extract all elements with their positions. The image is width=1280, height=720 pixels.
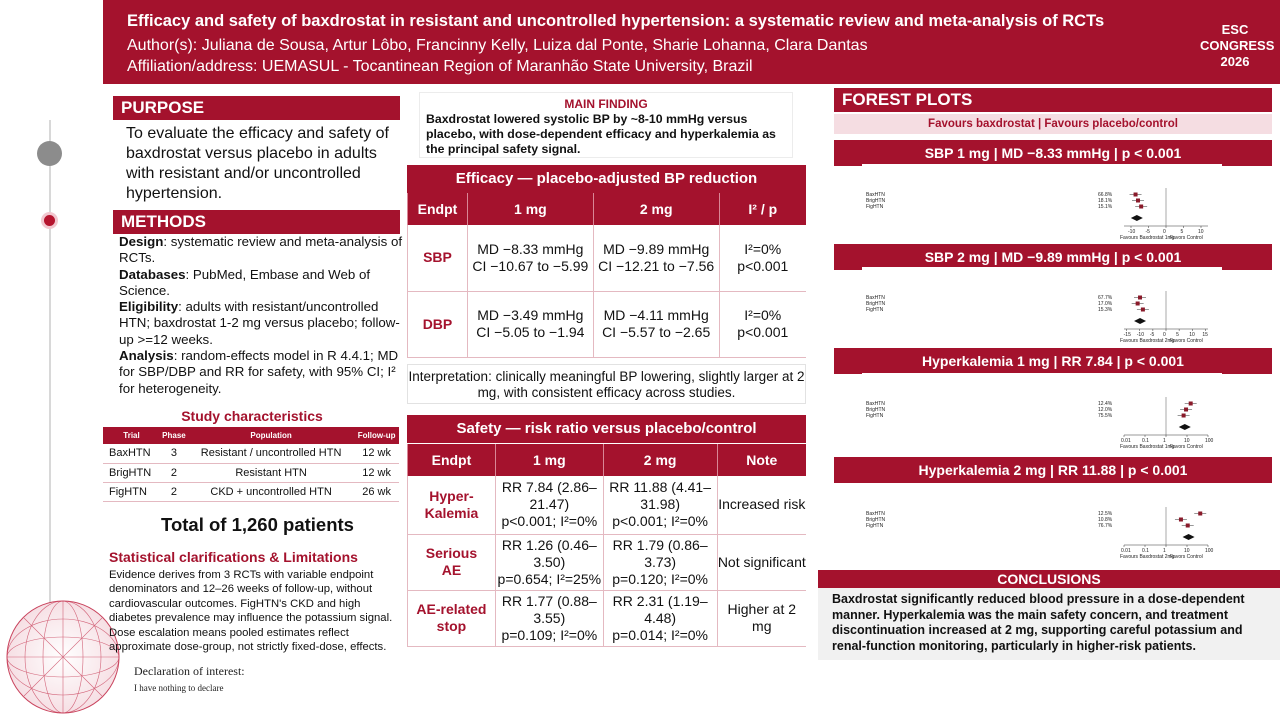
col-header-note: Note	[717, 444, 806, 476]
estimate-marker	[1179, 518, 1183, 522]
globe-decoration-icon	[4, 598, 122, 716]
conclusions-text: Baxdrostat significantly reduced blood pressure in a dose-dependent manner. Hyperkalemia was the main safety concern, and treatment discontinuation increased at 2 mg, supporting careful potassium and renal-function monitoring, particularly in higher-risk patients.	[832, 592, 1245, 653]
x-tick-label: 10	[1189, 332, 1195, 338]
note-cell: Not significant	[717, 534, 806, 590]
pooled-diamond	[1179, 424, 1191, 430]
estimate-marker	[1136, 302, 1140, 306]
table-row	[103, 482, 399, 501]
dose-2mg-cell	[603, 590, 717, 646]
study-label: BaxHTN	[866, 295, 885, 301]
eligibility-text: : adults with resistant/uncontrolled HTN; baxdrostat 1-2 mg versus placebo; follow-up >=12 weeks.	[119, 299, 400, 347]
pooled-diamond	[1134, 318, 1146, 324]
weight-label: 75.5%	[1098, 413, 1113, 419]
dose-2mg-cell	[593, 291, 719, 357]
eligibility-label: Eligibility	[119, 299, 179, 315]
rr-value: RR 2.31 (1.19–	[612, 592, 708, 609]
table-header-row	[408, 444, 807, 476]
timeline-dot-gray	[37, 141, 62, 166]
followup-cell: 12 wk	[354, 463, 399, 482]
estimate-marker	[1182, 414, 1186, 418]
p-i2-value: p=0.120; I²=0%	[612, 570, 709, 587]
table-header-row	[408, 193, 807, 225]
dose-2mg-cell	[603, 534, 717, 590]
declaration-block	[134, 664, 245, 693]
endpoint-line: Kalemia	[424, 504, 479, 521]
databases-label: Databases	[119, 266, 186, 282]
favours-left-label: Favours Baxdrostat 1mg	[1120, 235, 1175, 240]
note-cell: Increased risk	[717, 476, 806, 534]
purpose-heading: PURPOSE	[113, 96, 400, 120]
study-label: BaxHTN	[866, 401, 885, 407]
timeline-dot-red	[41, 212, 58, 229]
col-header-i2p	[719, 193, 806, 225]
favours-right-label: Favors Control	[1170, 444, 1203, 449]
col-header-trial: Trial	[103, 427, 160, 444]
trial-cell: FigHTN	[103, 482, 160, 501]
favours-left-label: Favours Baxdrostat 2mg	[1120, 338, 1175, 343]
study-label: FigHTN	[866, 307, 884, 313]
methods-text	[119, 234, 403, 397]
limitations-text: Evidence derives from 3 RCTs with variable endpoint denominators and 12–26 weeks of follow-up, without cardiovascular outcomes. FigHTN's CKD and high diabetes prevalence may influence the potassium signal. Dose escalation means pooled estimates reflect approximate dose-group, not strictly fixed-dose, effects.	[109, 569, 393, 654]
col-header-1mg: 1 mg	[467, 193, 593, 225]
col-header-followup: Follow-up	[354, 427, 399, 444]
heterogeneity-cell	[719, 291, 806, 357]
trial-cell: BrigHTN	[103, 463, 160, 482]
p-i2-value: p=0.014; I²=0%	[612, 626, 709, 643]
table-row	[408, 590, 807, 646]
ci-value: CI −5.57 to −2.65	[602, 324, 711, 340]
p-i2-value: p=0.109; I²=0%	[501, 626, 598, 643]
md-value: MD −3.49 mmHg	[477, 307, 584, 323]
pooled-diamond	[1183, 534, 1195, 540]
ci-value: CI −10.67 to −5.99	[472, 257, 589, 274]
col-header-population: Population	[188, 427, 354, 444]
followup-cell: 26 wk	[354, 482, 399, 501]
col-header-phase: Phase	[160, 427, 188, 444]
estimate-marker	[1189, 402, 1193, 406]
forest-plot-1-title: SBP 1 mg | MD −8.33 mmHg | p < 0.001	[834, 140, 1272, 166]
x-tick-label: -10	[1128, 229, 1136, 235]
study-label: FigHTN	[866, 523, 884, 529]
weight-label: 15.1%	[1098, 204, 1113, 210]
weight-label: 12.5%	[1098, 511, 1113, 517]
rr-value: RR 1.26 (0.46–	[501, 536, 597, 553]
design-text: : systematic review and meta-analysis of RCTs.	[119, 234, 403, 266]
affiliation-line: Affiliation/address: UEMASUL - Tocantinean Region of Maranhão State University, Brazil	[127, 58, 753, 75]
methods-heading: METHODS	[113, 210, 400, 234]
x-tick-label: 1	[1163, 438, 1166, 444]
weight-label: 12.0%	[1098, 407, 1113, 413]
analysis-label: Analysis	[119, 348, 174, 364]
table-row	[408, 291, 807, 357]
study-label: FigHTN	[866, 413, 884, 419]
methods-analysis	[119, 348, 403, 397]
ci-value: CI −5.05 to −1.94	[476, 324, 585, 340]
col-header-endpt: Endpt	[408, 193, 468, 225]
study-label: BrigHTN	[866, 198, 886, 204]
md-value: MD −4.11 mmHg	[603, 307, 709, 323]
study-label: BaxHTN	[866, 192, 885, 198]
x-tick-label: 0.1	[1142, 438, 1149, 444]
endpoint-line: AE-related	[416, 601, 487, 617]
forest-plot-2-title: SBP 2 mg | MD −9.89 mmHg | p < 0.001	[834, 244, 1272, 270]
x-tick-label: 0	[1163, 332, 1166, 338]
p-i2-value: p<0.001; I²=0%	[501, 513, 598, 530]
weight-label: 18.1%	[1098, 198, 1113, 204]
phase-cell: 2	[160, 482, 188, 501]
rr-upper: 21.47)	[529, 496, 570, 513]
study-label: FigHTN	[866, 204, 884, 210]
dose-1mg-cell	[495, 476, 603, 534]
study-characteristics-table	[103, 427, 399, 502]
main-finding-box	[419, 92, 793, 158]
col-header-2mg: 2 mg	[603, 444, 717, 476]
safety-title: Safety — risk ratio versus placebo/control	[407, 415, 806, 443]
safety-table	[407, 444, 806, 647]
x-tick-label: 5	[1176, 332, 1179, 338]
endpoint-cell: DBP	[408, 291, 468, 357]
col-header-2mg: 2 mg	[593, 193, 719, 225]
study-label: BrigHTN	[866, 517, 886, 523]
forest-plots-heading: FOREST PLOTS	[834, 88, 1272, 112]
poster-header	[103, 0, 1280, 84]
study-label: BrigHTN	[866, 301, 886, 307]
declaration-heading: Declaration of interest:	[134, 664, 245, 678]
endpoint-line: Serious	[425, 545, 478, 561]
i2-value: I²=0%	[744, 240, 782, 257]
design-label: Design	[119, 234, 164, 249]
population-cell: Resistant HTN	[188, 463, 354, 482]
dose-2mg-cell	[593, 225, 719, 291]
methods-databases	[119, 267, 403, 300]
estimate-marker	[1139, 205, 1143, 209]
x-tick-label: 15	[1202, 332, 1208, 338]
forest-plot-2	[862, 267, 1222, 343]
trial-cell: BaxHTN	[103, 444, 160, 463]
x-tick-label: -5	[1149, 332, 1155, 338]
followup-cell: 12 wk	[354, 444, 399, 463]
congress-line-1: ESC	[1221, 22, 1249, 37]
limitations-title: Statistical clarifications & Limitations	[109, 549, 358, 565]
phase-cell: 2	[160, 463, 188, 482]
congress-line-2: CONGRESS	[1200, 38, 1275, 53]
forest-plot-4	[862, 483, 1222, 559]
p-i2-value: p<0.001; I²=0%	[612, 513, 709, 530]
x-tick-label: -15	[1123, 332, 1131, 338]
favours-right-label: Favors Control	[1170, 235, 1203, 240]
congress-logo	[1200, 22, 1275, 70]
dose-1mg-cell	[495, 590, 603, 646]
main-finding-text: Baxdrostat lowered systolic BP by ~8-10 mmHg versus placebo, with dose-dependent efficacy and hyperkalemia as the principal safety signal.	[426, 112, 776, 156]
weight-label: 10.8%	[1098, 517, 1113, 523]
estimate-marker	[1141, 308, 1145, 312]
heterogeneity-cell	[719, 225, 806, 291]
rr-upper: 3.50)	[533, 553, 566, 570]
rr-upper: 3.73)	[644, 553, 677, 570]
table-row	[408, 225, 807, 291]
weight-label: 12.4%	[1098, 401, 1113, 407]
x-tick-label: 10	[1198, 229, 1204, 235]
rr-value: RR 7.84 (2.86–	[501, 479, 597, 496]
estimate-marker	[1134, 193, 1138, 197]
study-label: BrigHTN	[866, 407, 886, 413]
col-header-endpt: Endpt	[408, 444, 496, 476]
forest-plot-3-title: Hyperkalemia 1 mg | RR 7.84 | p < 0.001	[834, 348, 1272, 374]
endpoint-line: AE	[441, 562, 462, 578]
x-tick-label: 0	[1163, 229, 1166, 235]
purpose-text: To evaluate the efficacy and safety of baxdrostat versus placebo in adults with resistant and/or uncontrolled hypertension.	[126, 125, 389, 202]
favours-legend: Favours baxdrostat | Favours placebo/control	[834, 114, 1272, 134]
efficacy-table	[407, 193, 806, 358]
declaration-text: I have nothing to declare	[134, 683, 224, 693]
x-tick-label: 10	[1184, 438, 1190, 444]
x-tick-label: 100	[1205, 548, 1214, 554]
endpoint-cell	[408, 534, 496, 590]
dose-2mg-cell	[603, 476, 717, 534]
md-value: MD −9.89 mmHg	[603, 240, 710, 257]
x-tick-label: -10	[1136, 332, 1144, 338]
table-row	[408, 476, 807, 534]
col-header-1mg: 1 mg	[495, 444, 603, 476]
weight-label: 76.7%	[1098, 523, 1113, 529]
congress-line-3: 2026	[1220, 54, 1250, 69]
timeline-line	[49, 120, 51, 660]
estimate-marker	[1186, 524, 1190, 528]
p-value: p<0.001	[737, 257, 789, 274]
poster-title: Efficacy and safety of baxdrostat in resistant and uncontrolled hypertension: a systematic review and meta-analysis of RCTs	[127, 12, 1105, 30]
authors-line: Author(s): Juliana de Sousa, Artur Lôbo, Francinny Kelly, Luiza dal Ponte, Sharie Lohanna, Clara Dantas	[127, 37, 868, 54]
weight-label: 66.8%	[1098, 192, 1113, 198]
ci-value: CI −12.21 to −7.56	[598, 257, 715, 274]
weight-label: 15.3%	[1098, 307, 1113, 313]
rr-upper: 31.98)	[640, 496, 680, 513]
rr-value: RR 11.88 (4.41–	[609, 479, 711, 496]
favours-left-label: Favours Baxdrostat 1mg	[1120, 444, 1175, 449]
favours-right-label: Favors Control	[1170, 554, 1203, 559]
rr-upper: 3.55)	[533, 609, 566, 626]
interpretation-box: Interpretation: clinically meaningful BP lowering, slightly larger at 2 mg, with consistent efficacy across studies.	[407, 364, 806, 404]
methods-design	[119, 234, 403, 267]
analysis-text: : random-effects model in R 4.4.1; MD for SBP/DBP and RR for safety, with 95% CI; I² for heterogeneity.	[119, 348, 399, 396]
forest-plot-3	[862, 373, 1222, 449]
favours-left-label: Favours Baxdrostat 2mg	[1120, 554, 1175, 559]
main-finding-heading: MAIN FINDING	[564, 97, 648, 111]
x-tick-label: 5	[1180, 229, 1184, 235]
p-value: p<0.001	[737, 324, 789, 340]
rr-upper: 4.48)	[644, 609, 677, 626]
rr-value: RR 1.77 (0.88–	[501, 592, 597, 609]
endpoint-line: Hyper-	[429, 487, 474, 504]
population-cell: Resistant / uncontrolled HTN	[188, 444, 354, 463]
table-row	[103, 444, 399, 463]
table-row	[408, 534, 807, 590]
x-tick-label: 0.01	[1121, 548, 1131, 554]
endpoint-cell: SBP	[408, 225, 468, 291]
x-tick-label: 1	[1163, 548, 1166, 554]
databases-text: : PubMed, Embase and Web of Science.	[119, 266, 371, 298]
dose-1mg-cell	[495, 534, 603, 590]
i2p-header-text: I² / p	[748, 201, 778, 217]
total-patients: Total of 1,260 patients	[161, 514, 354, 535]
rr-value: RR 1.79 (0.86–	[612, 536, 708, 553]
x-tick-label: 0.1	[1142, 548, 1149, 554]
study-characteristics-title: Study characteristics	[181, 408, 323, 424]
i2-value: I²=0%	[744, 307, 782, 323]
estimate-marker	[1138, 296, 1142, 300]
study-label: BaxHTN	[866, 511, 885, 517]
md-value: MD −8.33 mmHg	[477, 240, 584, 257]
table-row	[103, 463, 399, 482]
note-cell: Higher at 2 mg	[717, 590, 806, 646]
weight-label: 67.7%	[1098, 295, 1113, 301]
estimate-marker	[1184, 408, 1188, 412]
x-tick-label: 100	[1205, 438, 1214, 444]
forest-plot-4-title: Hyperkalemia 2 mg | RR 11.88 | p < 0.001	[834, 457, 1272, 483]
table-header-row	[103, 427, 399, 444]
dose-1mg-cell	[467, 291, 593, 357]
conclusions-heading: CONCLUSIONS	[818, 570, 1280, 588]
favours-right-label: Favors Control	[1170, 338, 1203, 343]
x-tick-label: -5	[1145, 229, 1150, 235]
methods-eligibility	[119, 299, 403, 348]
endpoint-cell	[408, 590, 496, 646]
forest-plot-1	[862, 164, 1222, 240]
endpoint-line: stop	[436, 618, 467, 634]
efficacy-title: Efficacy — placebo-adjusted BP reduction	[407, 165, 806, 193]
endpoint-cell	[408, 476, 496, 534]
estimate-marker	[1198, 512, 1202, 516]
x-tick-label: 0.01	[1121, 438, 1131, 444]
x-tick-label: 10	[1184, 548, 1190, 554]
phase-cell: 3	[160, 444, 188, 463]
weight-label: 17.0%	[1098, 301, 1113, 307]
pooled-diamond	[1131, 215, 1143, 221]
p-i2-value: p=0.654; I²=25%	[497, 570, 602, 587]
population-cell: CKD + uncontrolled HTN	[188, 482, 354, 501]
estimate-marker	[1136, 199, 1140, 203]
dose-1mg-cell	[467, 225, 593, 291]
